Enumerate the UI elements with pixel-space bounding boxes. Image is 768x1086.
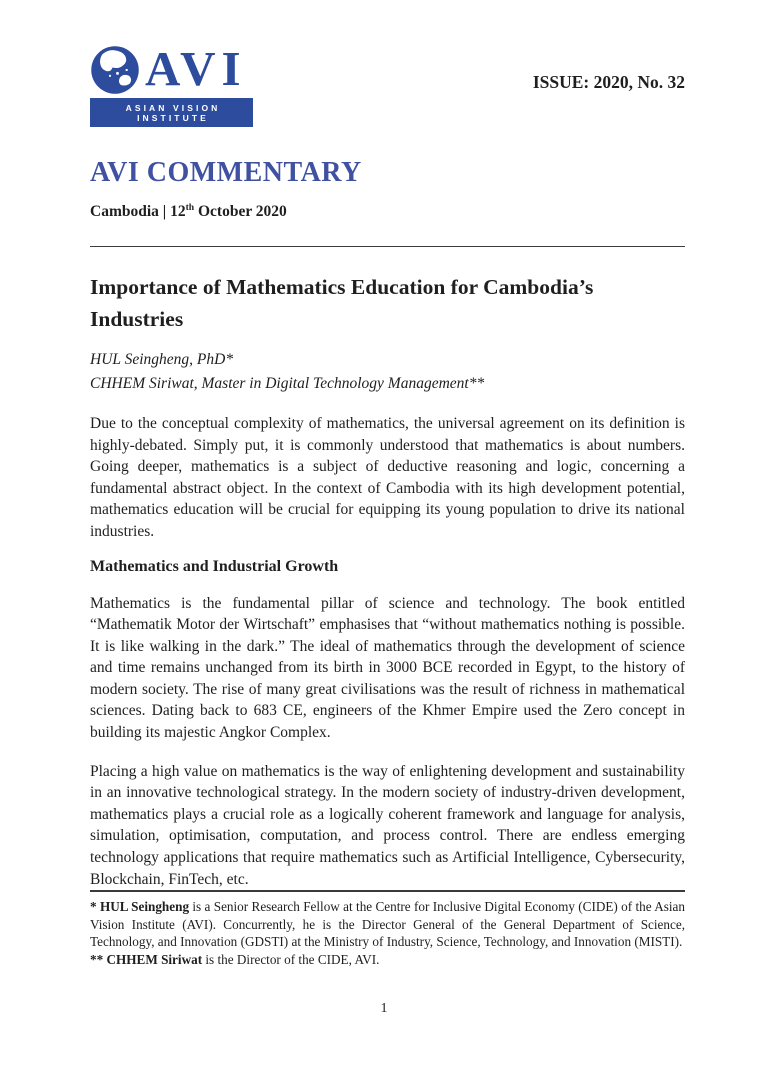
footnote-1-author: * HUL Seingheng <box>90 899 190 914</box>
lead-paragraph: Due to the conceptual complexity of mathematics, the universal agreement on its definition is highly-debated. Simply put, it is commonly understood that mathematics is about numbers. Going deeper, mathematics is a subject of deductive reasoning and logic, concerning a fundamental abstract object. In the context of Cambodia with its high development potential, mathematics education will be crucial for equipping its young population to drive its national industries. <box>90 414 685 540</box>
footnote-2-text: is the Director of the CIDE, AVI. <box>202 951 380 967</box>
section-heading: Mathematics and Industrial Growth <box>90 557 339 575</box>
globe-asia-icon <box>90 45 140 95</box>
dateline-prefix: Cambodia | 12 <box>90 202 186 220</box>
footnote-1-text: is a Senior Research Fellow at the Centre for Inclusive Digital Economy (CIDE) of the Asian Vision Institute (AVI). Concurrently, he is the Director General of the General Department of Science, Technology, and Innovation (GDSTI) at the Ministry of Industry, Science, Technology, and Innovation (MISTI). <box>90 899 686 950</box>
article-title: Importance of Mathematics Education for Cambodia’s Industries <box>90 274 594 331</box>
footnote-divider <box>90 890 685 892</box>
avi-logo <box>90 40 253 127</box>
author-line-1: HUL Seingheng, PhD* <box>90 350 234 368</box>
header-divider <box>90 246 685 247</box>
footnote-2 <box>90 951 685 969</box>
body-paragraph-1: Mathematics is the fundamental pillar of science and technology. The book entitled “Mathematik Motor der Wirtschaft” emphasises that “without mathematics nothing is possible. It is like walking in the dark.” The ideal of mathematics through the development of science and time remains unchanged from its birth in 3000 BCE recorded in Egypt, to the history of modern society. The rise of many great civilisations was the result of richness in mathematical sciences. Dating back to 683 CE, engineers of the Khmer Empire used the Zero concept in building its majestic Angkor Complex. <box>90 594 685 742</box>
masthead-title: AVI COMMENTARY <box>90 157 362 188</box>
body-paragraph-2: Placing a high value on mathematics is the way of enlightening development and sustainability in an innovative technological strategy. In the modern society of industry-driven development, mathematics plays a crucial role as a logically coherent framework and language for analysis, simulation, optimisation, computation, and process control. There are endless emerging technology applications that require mathematics such as Artificial Intelligence, Cybersecurity, Blockchain, FinTech, etc. <box>90 762 685 888</box>
footnote-1 <box>90 898 685 951</box>
logo-banner: ASIAN VISION INSTITUTE <box>90 98 253 127</box>
author-block <box>90 348 685 396</box>
issue-label: ISSUE: 2020, No. 32 <box>532 72 685 92</box>
logo-acronym: AVI <box>145 40 247 96</box>
dateline <box>90 202 685 221</box>
author-line-2: CHHEM Siriwat, Master in Digital Technology Management** <box>90 374 485 392</box>
footnote-block <box>90 890 685 968</box>
page-header <box>90 40 685 127</box>
dateline-ordinal: th <box>185 201 195 213</box>
footnote-2-author: ** CHHEM Siriwat <box>90 951 203 967</box>
logo-row <box>90 40 253 96</box>
dateline-suffix: October 2020 <box>194 202 287 220</box>
page-number: 1 <box>380 1001 388 1016</box>
